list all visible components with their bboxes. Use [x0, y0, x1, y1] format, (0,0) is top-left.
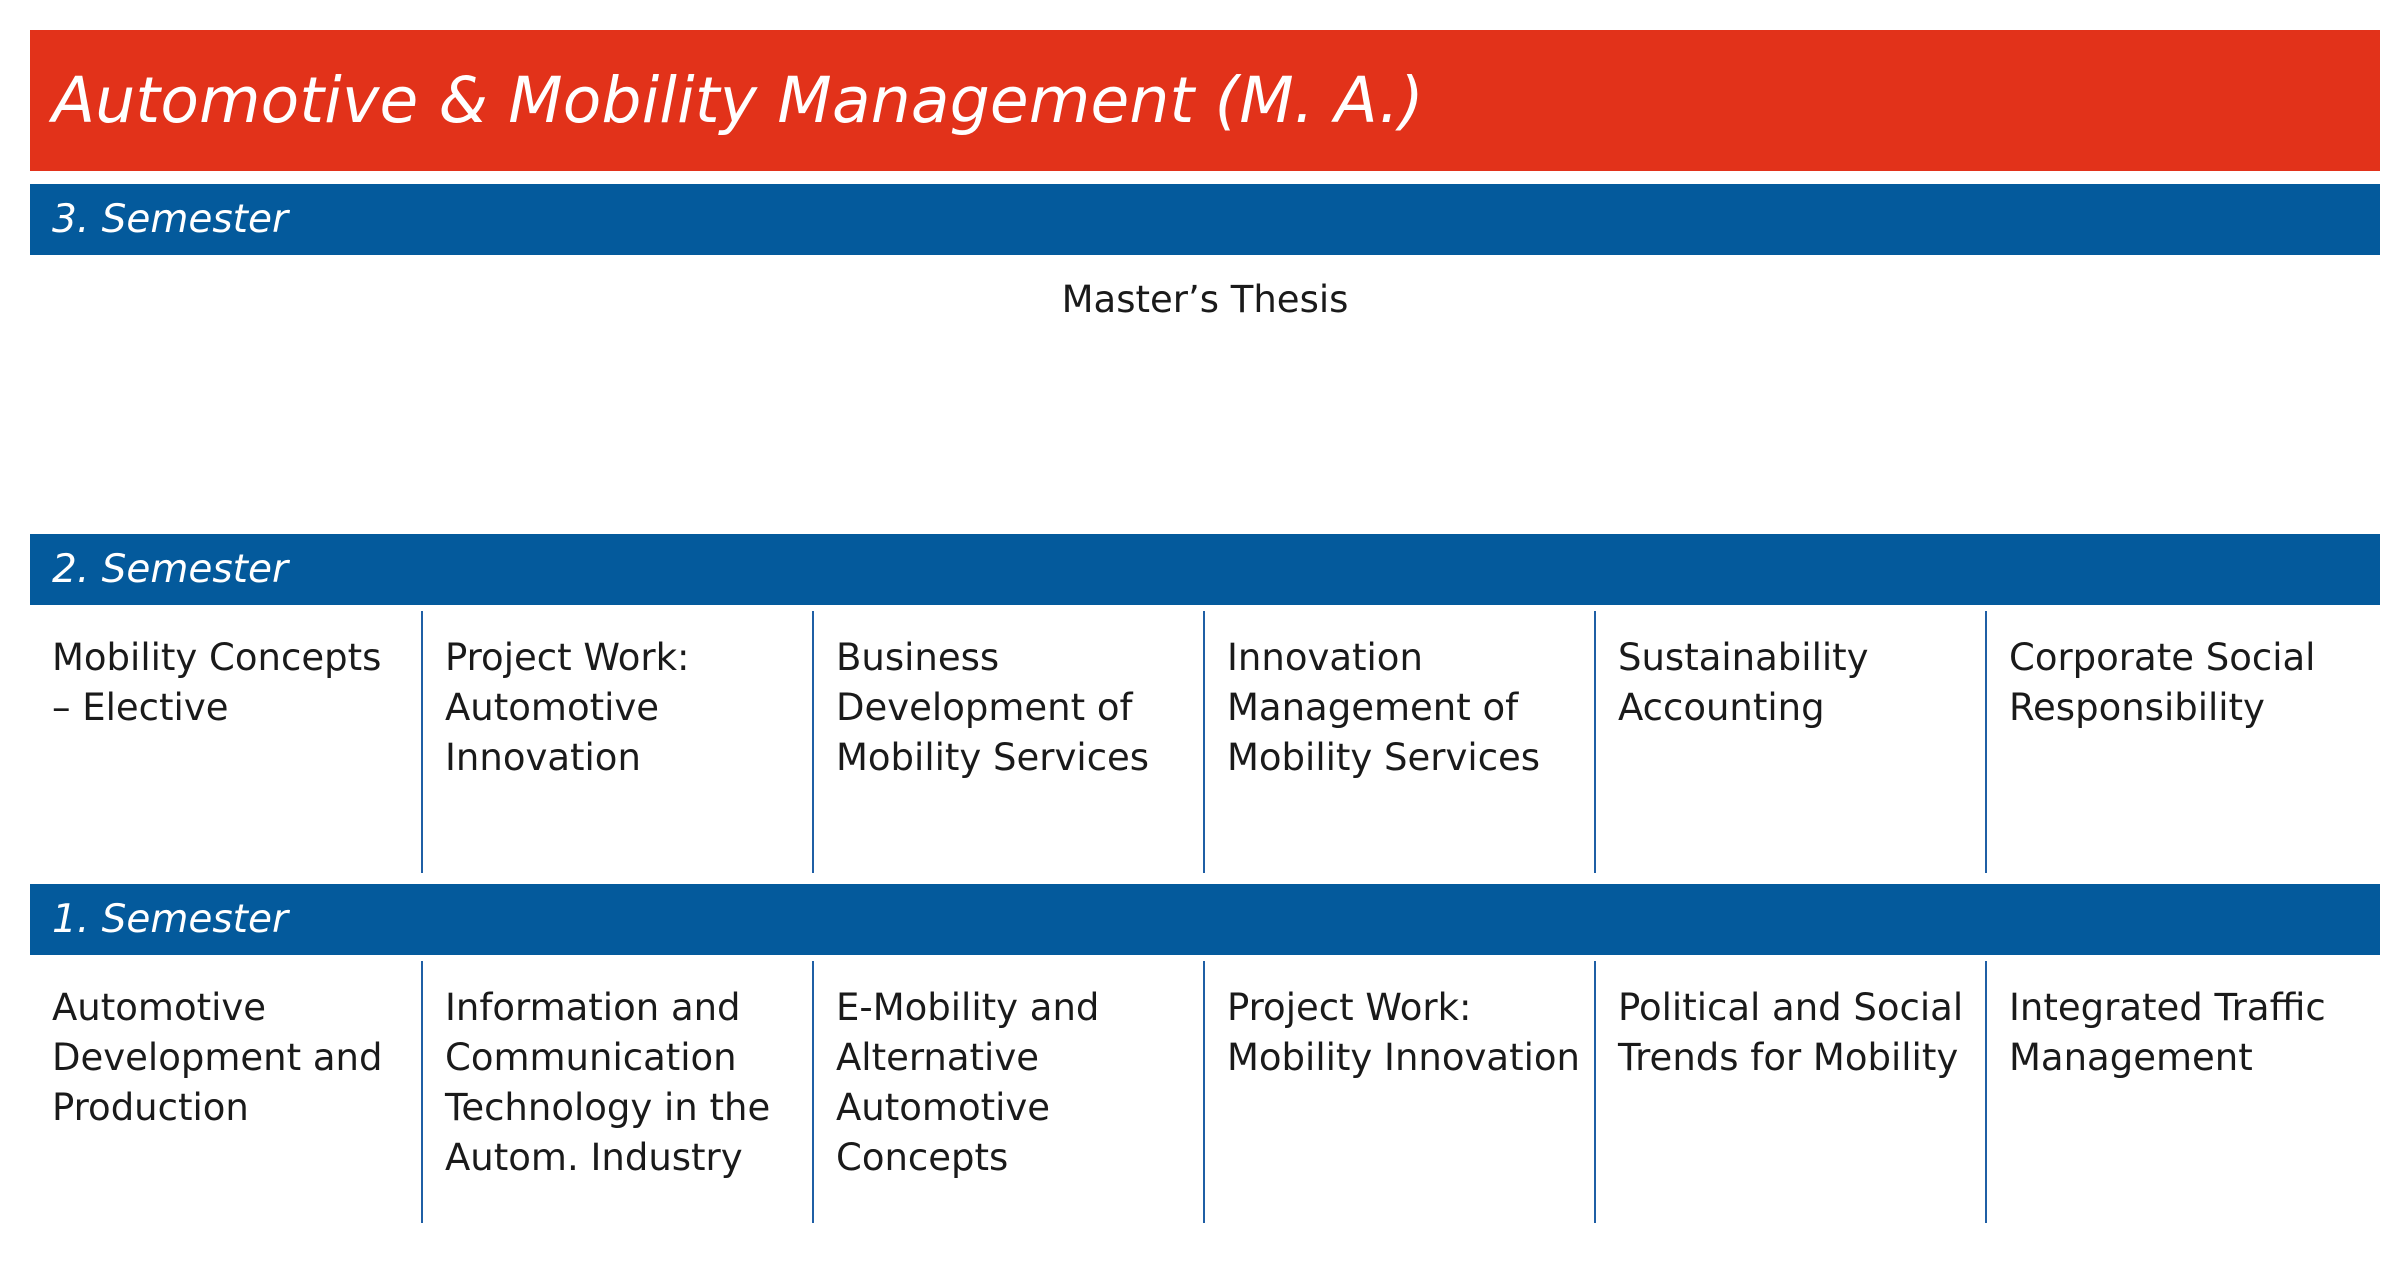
module-cell: Integrated Traffic Management — [1985, 961, 2380, 1223]
module-cell: Sustainability Accounting — [1594, 611, 1985, 873]
program-title-bar — [30, 30, 2380, 171]
semester-2-modules — [30, 611, 2380, 873]
module-cell: Political and Social Trends for Mobility — [1594, 961, 1985, 1223]
module-cell: Business Development of Mobility Services — [812, 611, 1203, 873]
semester-3-header — [30, 184, 2380, 255]
module-masters-thesis: Master’s Thesis — [1061, 278, 1349, 321]
semester-1-header — [30, 884, 2380, 955]
semester-3-label: 3. Semester — [52, 197, 288, 242]
module-cell: Mobility Concepts – Elective — [52, 636, 382, 729]
module-cell: E-Mobility and Alternative Automotive Concepts — [812, 961, 1203, 1223]
module-cell: Corporate Social Responsibility — [1985, 611, 2380, 873]
program-title: Automotive & Mobility Management (M. A.) — [52, 64, 1424, 137]
module-cell: Automotive Development and Production — [52, 986, 383, 1129]
module-cell: Information and Communication Technology in the Autom. Industry — [421, 961, 812, 1223]
module-cell: Project Work: Automotive Innovation — [421, 611, 812, 873]
semester-2-header — [30, 534, 2380, 605]
module-cell: Project Work: Mobility Innovation — [1203, 961, 1594, 1223]
semester-2-label: 2. Semester — [52, 547, 288, 592]
module-cell: Innovation Management of Mobility Services — [1203, 611, 1594, 873]
semester-1-modules — [30, 961, 2380, 1223]
semester-1-label: 1. Semester — [52, 897, 288, 942]
